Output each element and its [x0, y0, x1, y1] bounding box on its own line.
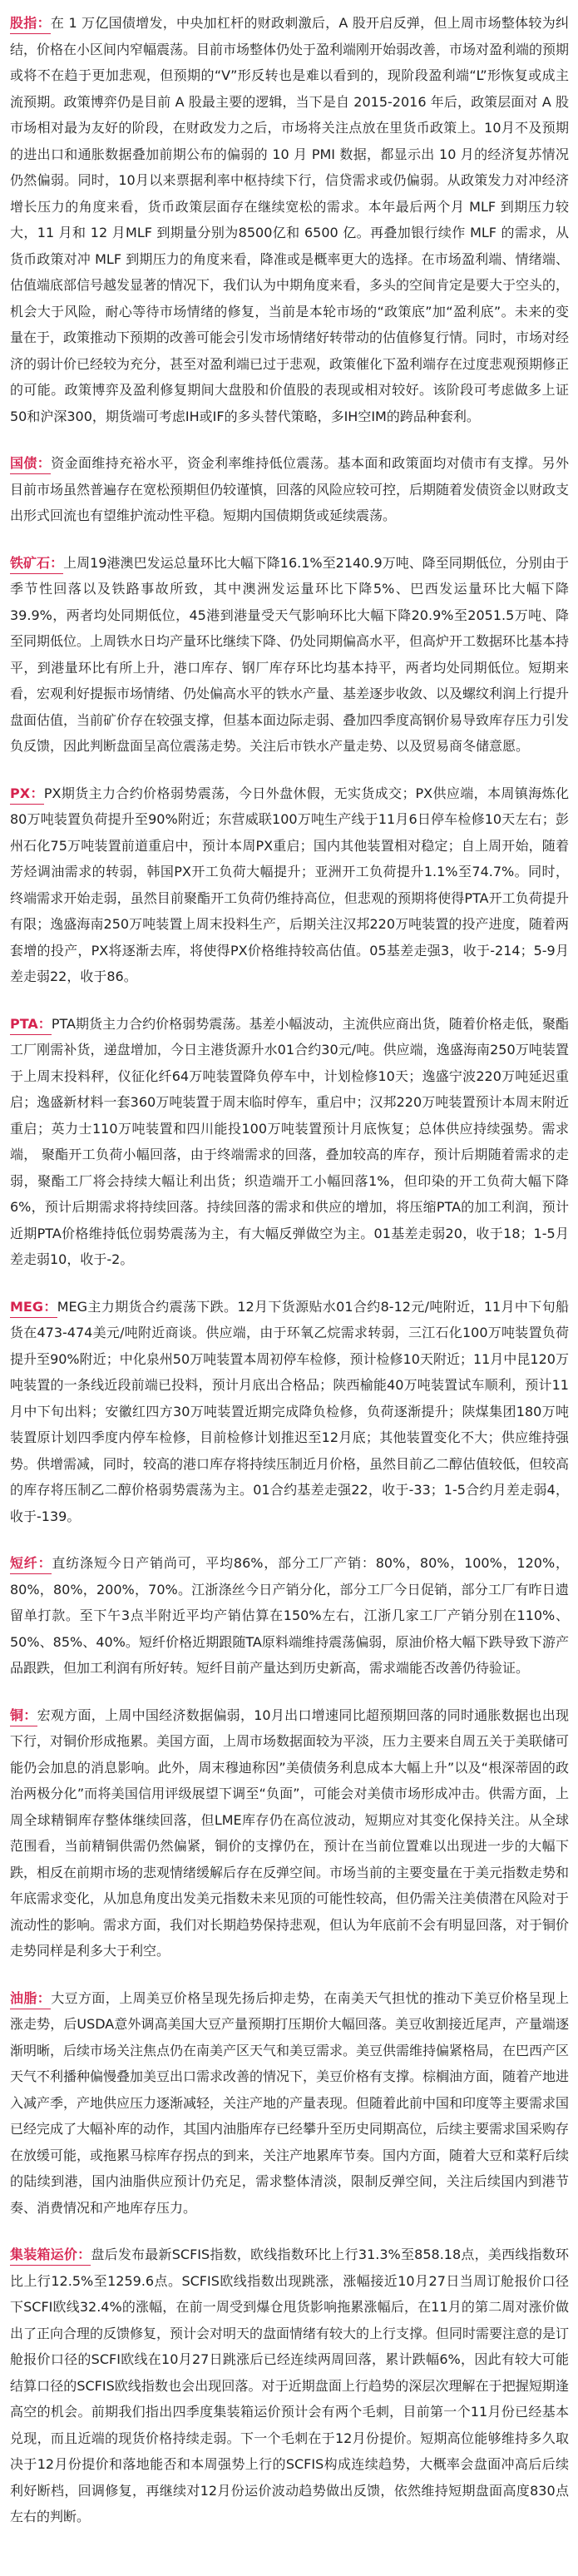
section-label: 油脂：: [10, 1990, 51, 2009]
section-copper: [10, 1702, 569, 1964]
section-label: MEG：: [10, 1299, 57, 1318]
section-text: 盘后发布最新SCFIS指数，欧线指数环比上行31.3%至858.18点，美西线指数环比上行12.5%至1259.6点。SCFIS欧线指数出现跳涨，涨幅接近10月27日当周订舱报价口径下SCFI欧线32.4%的涨幅，在前一周受到爆仓甩货影响拖累涨幅后，在11月的第二周对涨价做出了正向合理的反馈修复，预计会对明天的盘面情绪有较大的上行支撑。但同时需要注意的是订舱报价口径的SCFI欧线在10月27日跳涨后已经连续两周回落，累计跌幅6%，因此有较大可能结算口径的SCFIS欧线指数也会出现回落。对于近期盘面上行趋势的深层次理解在于把握短期逢高空的机会。前期我们指出四季度集装箱运价预计会有两个毛刺，目前第一个11月份已经基本兑现，而且近端的现货价格持续走弱。下一个毛刺在于12月份提价。短期高位能够维持多久取决于12月份提价和落地能否和本周强势上行的SCFIS构成连续趋势，大概率会盘面冲高后后续利好断档，回调修复，再继续对12月份运价波动趋势做出反馈，依然维持短期盘面高度830点左右的判断。: [10, 2247, 570, 2524]
section-oils: [10, 1985, 569, 2222]
section-text: 大豆方面，上周美豆价格呈现先扬后抑走势，在南美天气担忧的推动下美豆价格呈现上涨走势，后USDA意外调高美国大豆产量预期打压期价大幅回落。美豆收割接近尾声，产量端逐渐明晰，后续市场关注焦点仍在南美产区天气和美豆需求。美豆供需维持偏紧格局，在巴西产区天气不利播种偏慢叠加美豆出口需求改善的情况下，美豆价格有支撑。棕榈油方面，随着产地进入减产季，产地供应压力逐渐减轻，关注产地的产量表现。但随着此前中国和印度等主要需求国已经完成了大幅补库的动作，其国内油脂库存已经攀升至历史同期高位，后续主要需求国采购存在放缓可能，或拖累马棕库存拐点的到来，关注产地累库节奏。国内方面，随着大豆和菜籽后续的陆续到港，国内油脂供应预计仍充足，需求整体清淡，限制反弹空间，关注后续国内到港节奏、消费情况和产地库存压力。: [10, 1989, 570, 2216]
section-label: 股指：: [10, 15, 51, 34]
section-label: 国债：: [10, 455, 51, 474]
section-label: 铜：: [10, 1707, 37, 1726]
section-text: PTA期货主力合约价格弱势震荡。基差小幅波动，主流供应商出货，随着价格走低，聚酯工厂刚需补货，递盘增加，今日主港货源升水01合约30元/吨。供应端，逸盛海南250万吨装置于上周末投料秤，仪征化纤64万吨装置降负停车中，计划检修10天；逸盛宁波220万吨延迟重启；逸盛新材料一套360万吨装置于周末临时停车，重启中；汉邦220万吨装置预计本周末附近重启；英力士110万吨装置和四川能投100万吨装置预计月底恢复；总体供应持续强势。需求端， 聚酯开工负荷小幅回落，由于终端需求的回落，叠加较高的库存，预计后期随着需求的走弱，聚酯工厂将会持续大幅让利出货；织造端开工小幅回落1%，但印染的开工负荷大幅下降6%，预计后期需求将持续回落。持续回落的需求和供应的增加，将压缩PTA的加工利润，预计近期PTA价格维持低位弱势震荡为主，有大幅反弹做空为主。01基差走弱20，收于18；1-5月差走弱10，收于-2。: [10, 1015, 569, 1267]
commentary-document: [10, 10, 569, 2530]
section-meg: [10, 1294, 569, 1530]
section-text: 资金面维持充裕水平，资金利率维持低位震荡。基本面和政策面均对债市有支撑。另外目前市场虽然普遍存在宽松预期但仍较谨慎，回落的风险应较可控，后期随着发债资金以财政支出形式回流也有望维护流动性平稳。短期内国债期货或延续震荡。: [10, 455, 570, 523]
section-text: MEG主力期货合约震荡下跌。12月下货源贴水01合约8-12元/吨附近，11月中下旬船货在473-474美元/吨附近商谈。供应端，由于环氧乙烷需求转弱，三江石化100万吨装置负荷提升至90%附近；中化泉州50万吨装置本周初停车检修，预计检修10天附近；11月中昆120万吨装置的一条线近段前端已投料，预计月底出合格品；陕西榆能40万吨装置试车顺利，预计11月中下旬出料；安徽红四方30万吨装置近期完成降负检修，负荷逐渐提升；陕煤集团180万吨装置原计划四季度内停车检修，目前检修计划推迟至12月底；其他装置变化不大；供应维持强势。供增需减，同时，较高的港口库存将持续压制近月价格，虽然目前乙二醇估值较低，但较高的库存将压制乙二醇价格弱势震荡为主。01合约基差走强22，收于-33；1-5合约月差走弱4，收于-139。: [10, 1298, 570, 1524]
section-text: 上周19港澳巴发运总量环比大幅下降16.1%至2140.9万吨、降至同期低位，分别由于季节性回落以及铁路事故所致，其中澳洲发运量环比下降5%、巴西发运量环比大幅下降39.9%，两者均处同期低位，45港到港量受天气影响环比大幅下降20.9%至2051.5万吨、降至同期低位。上周铁水日均产量环比继续下降、仍处同期偏高水平，但高炉开工数据环比基本持平，到港量环比有所上升，港口库存、钢厂库存环比均基本持平，两者均处同期低位。短期来看，宏观利好提振市场情绪、仍处偏高水平的铁水产量、基差逐步收敛、以及螺纹利润上行提升盘面估值，当前矿价存在较强支撑，但基本面边际走弱、叠加四季度高钢价易导致库存压力引发负反馈，因此判断盘面呈高位震荡走势。关注后市铁水产量走势、以及贸易商冬储意愿。: [10, 554, 570, 754]
section-stock-index: [10, 10, 569, 429]
section-pta: [10, 1011, 569, 1273]
section-text: 在 1 万亿国债增发，中央加杠杆的财政刺激后，A 股开启反弹，但上周市场整体较为纠结，价格在小区间内窄幅震荡。目前市场整体仍处于盈利端刚开始弱改善，市场对盈利端的预期或将不在趋于更加悲观，但预期的“V”形反转也是难以看到的，现阶段盈利端“L”形恢复或成主流预期。政策博弈仍是目前 A 股最主要的逻辑，当下是自 2015-2016 年后，政策层面对 A 股市场相对最为友好的阶段，在财政发力之后，市场将关注点放在里货币政策上。10月不及预期的进出口和通胀数据叠加前期公布的偏弱的 10 月 PMI 数据，都显示出 10 月的经济复苏情况仍然偏弱。同时，10月以来票据利率中枢持续下行，信贷需求或仍偏弱。从政策发力对冲经济增长压力的角度来看，货币政策层面存在继续宽松的需求。本年最后两个月 MLF 到期压力较大，11 月和 12 月MLF 到期量分别为8500亿和 6500 亿。再叠加银行续作 MLF 的需求，从货币政策对冲 MLF 到期压力的角度来看，降准或是概率更大的选择。在市场盈利端、情绪端、估值端底部信号越发显著的情况下，我们认为中期角度来看，多头的空间肯定是要大于空头的，机会大于风险，耐心等待市场情绪的修复，当前是本轮市场的“政策底”加“盈利底”。未来的变量在于，政策推动下预期的改善可能会引发市场情绪好转带动的估值修复行情。同时，市场对经济的弱计价已经较为充分，甚至对盈利端已过于悲观，政策催化下盈利端存在过度悲观预期修正的可能。政策博弈及盈利修复期间大盘股和价值股的表现或相对较好。该阶段可考虑做多上证50和沪深300，期货端可考虑IH或IF的多头替代策略，多IH空IM的跨品种套利。: [10, 15, 570, 424]
section-label: 铁矿石：: [10, 555, 63, 574]
section-text: PX期货主力合约价格弱势震荡，今日外盘休假，无实货成交；PX供应端，本周镇海炼化80万吨装置负荷提升至90%附近；东营威联100万吨生产线于11月6日停车检修10天左右；彭州石化75万吨装置前道重启中，预计本周PX重启；国内其他装置相对稳定；自上周开始，随着芳烃调油需求的转弱，韩国PX开工负荷大幅提升；亚洲开工负荷提升1.1%至74.7%。同时，终端需求开始走弱，虽然目前聚酯开工负荷仍维持高位，但悲观的预期将使得PTA开工负荷提升有限；逸盛海南250万吨装置上周末投料生产，后期关注汉邦220万吨装置的投产进度，随着两套增的投产，PX将逐渐去库，将使得PX价格维持较高估值。05基差走强3，收于-214；5-9月差走弱22，收于86。: [10, 785, 569, 984]
section-text: 宏观方面，上周中国经济数据偏弱，10月出口增速同比超预期回落的同时通胀数据也出现下行，对铜价形成拖累。美国方面，上周市场数据面较为平淡，压力主要来自周五关于美联储可能仍会加息的消息影响。此外，周末穆迪称因”美债债务利息成本大幅上升”以及“根深蒂固的政治两极分化”而将美国信用评级展望下调至“负面”，可能会对美债市场形成冲击。供需方面，上周全球精铜库存整体继续回落，但LME库存仍在高位波动，短期应对其变化保持关注。从全球范围看，当前精铜供需仍然偏紧，铜价的支撑仍在，预计在当前位置难以出现进一步的大幅下跌，相反在前期市场的悲观情绪缓解后存在反弹空间。市场当前的主要变量在于美元指数走势和年底需求变化，从加息角度出发美元指数未来见顶的可能性较高，但仍需关注美债潜在风险对于流动性的影响。需求方面，我们对长期趋势保持悲观，但认为年底前不会有明显回落，对于铜价走势同样是利多大于利空。: [10, 1707, 570, 1959]
section-text: 直纺涤短今日产销尚可，平均86%，部分工厂产销：80%，80%，100%，120%，80%，80%，200%，70%。江浙涤丝今日产销分化，部分工厂今日促销，部分工厂有昨日遗留单打款。至下午3点半附近平均产销估算在150%左右，江浙几家工厂产销分别在110%、50%、85%、40%。短纤价格近期跟随TA原料端维持震荡偏弱，原油价格大幅下跌导致下游产品跟跌，但加工利润有所好转。短纤目前产量达到历史新高，需求端能否改善仍待验证。: [10, 1555, 569, 1676]
section-label: PX：: [10, 785, 44, 805]
section-label: 集装箱运价：: [10, 2247, 91, 2266]
section-staple-fiber: [10, 1550, 569, 1682]
section-container-freight: [10, 2242, 569, 2530]
section-px: [10, 780, 569, 990]
section-iron-ore: [10, 550, 569, 760]
section-label: 短纤：: [10, 1555, 52, 1574]
section-label: PTA：: [10, 1016, 52, 1035]
section-treasury-bonds: [10, 450, 569, 529]
